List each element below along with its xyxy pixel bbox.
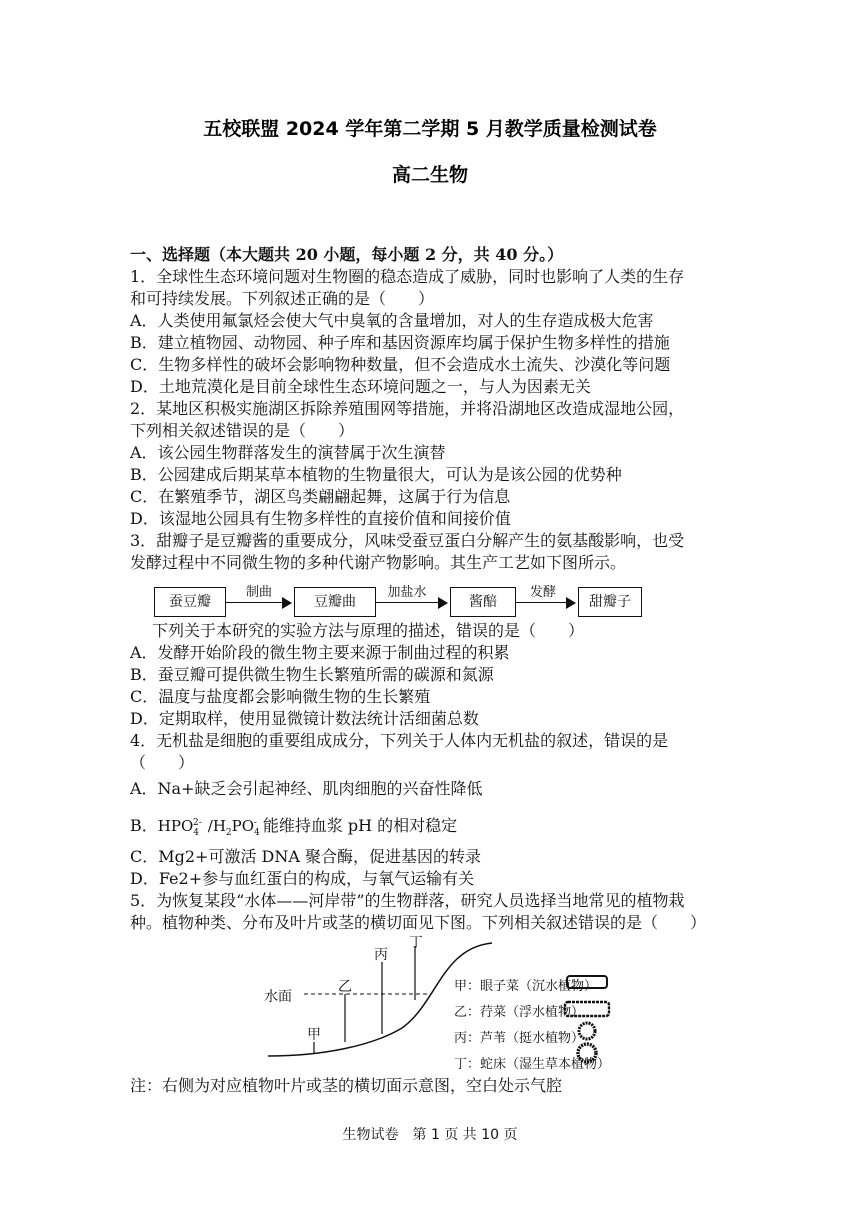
- q2-stem-cont: 下列相关叙述错误的是（ ）: [130, 421, 355, 440]
- q1-option-d: D．土地荒漠化是目前全球性生态环境问题之一，与人为因素无关: [130, 377, 591, 396]
- q1-option-b: B．建立植物园、动物园、种子库和基因资源库均属于保护生物多样性的措施: [130, 333, 670, 352]
- flow-box-2: 豆瓣曲: [294, 587, 376, 617]
- q4-stem-cont: （ ）: [130, 753, 195, 772]
- q2-option-b: B．公园建成后期某草本植物的生物量很大，可认为是该公园的优势种: [130, 465, 622, 484]
- q2-stem: 2．某地区积极实施湖区拆除养殖围网等措施，并将沿湖地区改造成湿地公园，: [130, 399, 685, 418]
- legend-item-jia: 甲：眼子菜（沉水植物）: [454, 979, 598, 994]
- flow-arrow-label-2: 加盐水: [387, 585, 427, 600]
- q3-stem-cont: 发酵过程中不同微生物的多种代谢产物影响。其生产工艺如下图所示。: [130, 553, 627, 572]
- position-label-bing: 丙: [374, 947, 388, 963]
- q3-option-b: B．蚕豆瓣可提供微生物生长繁殖所需的碳源和氮源: [130, 665, 494, 684]
- q1-stem: 1．全球性生态环境问题对生物圈的稳态造成了威胁，同时也影响了人类的生存: [130, 267, 685, 286]
- q1-option-c: C．生物多样性的破坏会影响物种数量，但不会造成水土流失、沙漠化等问题: [130, 355, 671, 374]
- q2-option-d: D．该湿地公园具有生物多样性的直接价值和间接价值: [130, 509, 511, 528]
- q4-option-b-label: B．: [130, 816, 158, 835]
- q2-option-a: A．该公园生物群落发生的演替属于次生演替: [130, 443, 446, 462]
- figure-legend: [454, 974, 610, 1078]
- q3-stem: 3．甜瓣子是豆瓣酱的重要成分，风味受蚕豆蛋白分解产生的氨基酸影响，也受: [130, 531, 685, 550]
- q3-stem-question: 下列关于本研究的实验方法与原理的描述，错误的是（ ）: [152, 621, 585, 640]
- flow-arrowhead-2: [438, 597, 448, 609]
- flow-arrow-2: [376, 602, 440, 603]
- exam-subject: 高二生物: [391, 164, 468, 186]
- legend-item-ding: 丁：蛇床（湿生草本植物）: [454, 1057, 611, 1072]
- q3-option-c: C．温度与盐度都会影响微生物的生长繁殖: [130, 687, 431, 706]
- q4-option-d: D．Fe2+参与血红蛋白的构成，与氧气运输有关: [130, 869, 475, 888]
- flow-arrow-1: [226, 602, 284, 603]
- flow-box-4: 甜瓣子: [578, 587, 642, 617]
- q3-option-a: A．发酵开始阶段的微生物主要来源于制曲过程的积累: [130, 643, 510, 662]
- q1-stem-cont: 和可持续发展。下列叙述正确的是（ ）: [130, 289, 435, 308]
- q2-option-c: C．在繁殖季节，湖区鸟类翩翩起舞，这属于行为信息: [130, 487, 511, 506]
- q3-option-d: D．定期取样，使用显微镜计数法统计活细菌总数: [130, 709, 479, 728]
- position-label-yi: 乙: [338, 979, 352, 995]
- q5-stem-cont: 种。植物种类、分布及叶片或茎的横切面见下图。下列相关叙述错误的是（ ）: [130, 913, 707, 932]
- page-footer: 生物试卷 第 1 页 共 10 页: [342, 1127, 518, 1143]
- q4-option-c: C．Mg2+可激活 DNA 聚合酶，促进基因的转录: [130, 847, 482, 866]
- flow-arrow-label-3: 发酵: [529, 585, 556, 600]
- q4-stem: 4．无机盐是细胞的重要组成成分，下列关于人体内无机盐的叙述，错误的是: [130, 731, 669, 750]
- exam-title: 五校联盟 2024 学年第二学期 5 月教学质量检测试卷: [203, 118, 657, 140]
- legend-item-bing: 丙：芦苇（挺水植物）: [454, 1031, 585, 1046]
- water-surface-label: 水面: [264, 989, 292, 1005]
- flow-arrowhead-3: [566, 597, 576, 609]
- flow-arrowhead-1: [282, 597, 292, 609]
- flow-box-1: 蚕豆瓣: [154, 587, 226, 617]
- q4-option-a: A．Na+缺乏会引起神经、肌肉细胞的兴奋性降低: [130, 779, 483, 798]
- q4-option-b: [130, 812, 457, 844]
- figure-note: 注：右侧为对应植物叶片或茎的横切面示意图，空白处示气腔: [130, 1076, 563, 1095]
- q4-option-b-text: 能维持血浆 pH 的相对稳定: [262, 816, 458, 835]
- q1-option-a: A．人类使用氟氯烃会使大气中臭氧的含量增加，对人的生存造成极大危害: [130, 311, 654, 330]
- section-heading: 一、选择题（本大题共 20 小题，每小题 2 分，共 40 分。）: [130, 245, 564, 264]
- q5-stem: 5．为恢复某段“水体——河岸带”的生物群落，研究人员选择当地常见的植物栽: [130, 891, 685, 910]
- riparian-figure: [262, 935, 622, 1072]
- flow-arrow-3: [516, 602, 568, 603]
- process-flow-diagram: [154, 587, 644, 621]
- q4-option-b-formula: $HPO_4^{2-}$ $/H_2PO_4^-$: [157, 817, 260, 838]
- position-label-jia: 甲: [307, 1027, 321, 1043]
- position-label-ding: 丁: [409, 935, 423, 951]
- legend-item-yi: 乙：荇菜（浮水植物）: [454, 1005, 585, 1020]
- flow-box-3: 酱醅: [450, 587, 516, 617]
- flow-arrow-label-1: 制曲: [245, 585, 272, 600]
